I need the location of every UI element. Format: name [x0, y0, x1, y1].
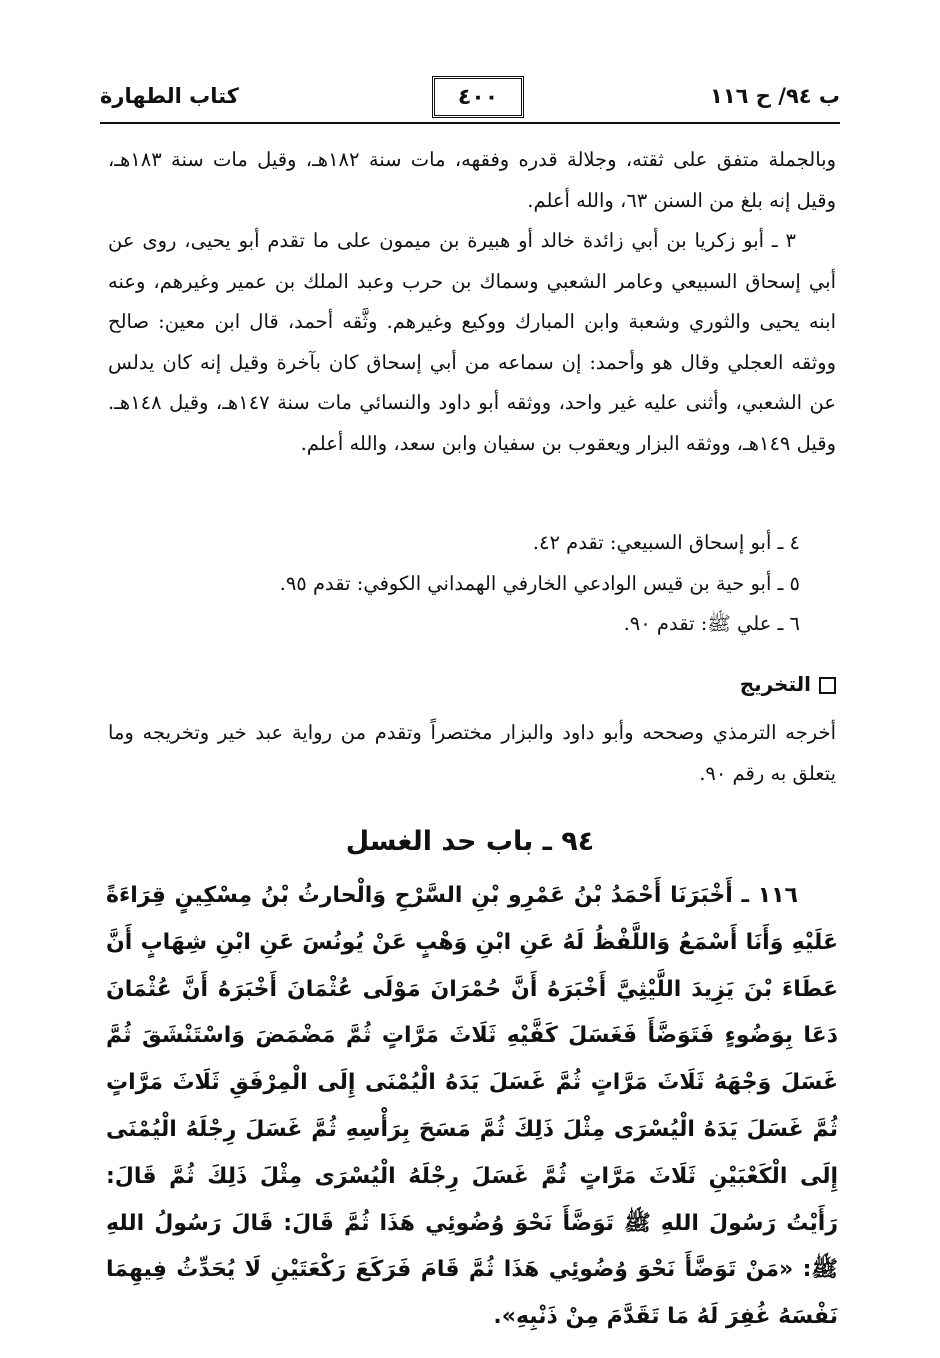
book-title: كتاب الطهارة [100, 84, 239, 108]
takhrij-heading [740, 672, 836, 696]
narrators-list [136, 523, 836, 645]
chapter-reference: ب ٩٤/ ح ١١٦ [710, 84, 840, 108]
paragraph: أخرجه الترمذي وصححه وأبو داود والبزار مختصراً وتقدم من رواية عبد خير وتخريجه وما يتعلق به رقم ٩٠. [108, 721, 836, 785]
paragraph: ٣ ـ أبو زكريا بن أبي زائدة خالد أو هبيرة بن ميمون على ما تقدم أبو يحيى، روى عن أبي إسحاق السبيعي وعامر الشعبي وسماك بن حرب وعبد الملك بن عمير وغيرهم، وعنه ابنه يحيى والثوري وشعبة وابن المبارك ووكيع وغيرهم. وثَّقه أحمد، قال ابن معين: صالح ووثقه العجلي وقال هو وأحمد: إن سماعه من أبي إسحاق كان بآخرة وقيل إنه كان يدلس عن الشعبي، وأثنى عليه غير واحد، ووثقه أبو داود والنسائي مات سنة ١٤٧هـ، وقيل ١٤٨هـ. وقيل ١٤٩هـ، ووثقه البزار ويعقوب بن سفيان وابن سعد، والله أعلم. [108, 229, 837, 455]
paragraph: وبالجملة متفق على ثقته، وجلالة قدره وفقهه، مات سنة ١٨٢هـ، وقيل مات سنة ١٨٣هـ، وقيل إنه بلغ من السنن ٦٣، والله أعلم. [108, 148, 836, 212]
narrator-bio-end [108, 140, 836, 221]
square-bullet-icon [819, 677, 836, 694]
chapter-title: ٩٤ ـ باب حد الغسل [345, 826, 595, 857]
takhrij-text [108, 713, 836, 794]
list-item: ٥ ـ أبو حية بن قيس الوادعي الخارفي الهمداني الكوفي: تقدم ٩٥. [279, 571, 800, 595]
page-header [100, 76, 840, 128]
header-rule [100, 122, 840, 124]
takhrij-heading-label: التخريج [739, 672, 811, 696]
hadith-text: ١١٦ ـ أَخْبَرَنَا أَحْمَدُ بْنُ عَمْرِو بْنِ السَّرْحِ وَالْحارثُ بْنُ مِسْكِينٍ قِرَاءَةً عَلَيْهِ وَأَنَا أَسْمَعُ وَاللَّفْظُ لَهُ عَنِ ابْنِ وَهْبٍ عَنْ يُونُسَ عَنِ ابْنِ شِهَابٍ أَنَّ عَطَاءَ بْنَ يَزِيدَ اللَّيْثِيَّ أَخْبَرَهُ أَنَّ حُمْرَانَ مَوْلَى عُثْمَانَ أَخْبَرَهُ أَنَّ عُثْمَانَ دَعَا بِوَضُوءٍ فَتَوَضَّأَ فَغَسَلَ كَفَّيْهِ ثَلَاثَ مَرَّاتٍ ثُمَّ مَضْمَضَ وَاسْتَنْشَقَ ثُمَّ غَسَلَ وَجْهَهُ ثَلَاثَ مَرَّاتٍ ثُمَّ غَسَلَ يَدَهُ الْيُمْنَى إِلَى الْمِرْفَقِ ثَلَاثَ مَرَّاتٍ ثُمَّ غَسَلَ يَدَهُ الْيُسْرَى مِثْلَ ذَلِكَ ثُمَّ مَسَحَ بِرَأْسِهِ ثُمَّ غَسَلَ رِجْلَهُ الْيُمْنَى إِلَى الْكَعْبَيْنِ ثَلَاثَ مَرَّاتٍ ثُمَّ غَسَلَ رِجْلَهُ الْيُسْرَى مِثْلَ ذَلِكَ ثُمَّ قَالَ: رَأَيْتُ رَسُولَ اللهِ ﷺ تَوَضَّأَ نَحْوَ وُضُوئِي هَذَا ثُمَّ قَالَ: قَالَ رَسُولُ اللهِ ﷺ: «مَنْ تَوَضَّأَ نَحْوَ وُضُوئِي هَذَا ثُمَّ قَامَ فَرَكَعَ رَكْعَتَيْنِ لَا يُحَدِّثُ فِيهِمَا نَفْسَهُ غُفِرَ لَهُ مَا تَقَدَّمَ مِنْ ذَنْبِهِ». [106, 883, 838, 1330]
narrator-bio-3 [108, 221, 836, 464]
list-item: ٤ ـ أبو إسحاق السبيعي: تقدم ٤٢. [532, 531, 800, 554]
list-item: ٦ ـ علي ﷺ: تقدم ٩٠. [623, 612, 800, 635]
page-number: ٤٠٠ [432, 76, 524, 118]
